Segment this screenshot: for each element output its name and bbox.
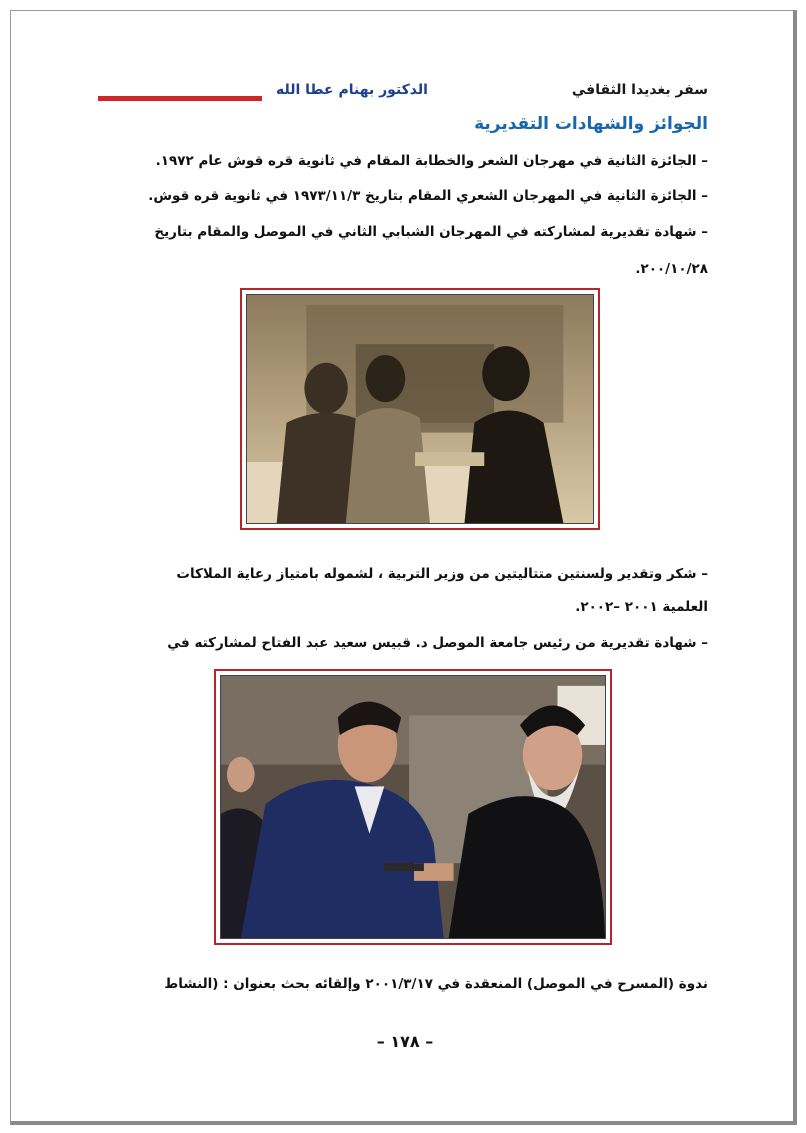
certificate-photo-image bbox=[221, 676, 605, 938]
page-number: – ١٧٨ – bbox=[376, 1032, 434, 1051]
paragraph-award-1: – الجائزة الثانية في مهرجان الشعر والخطابة المقام في ثانوية قره قوش عام ١٩٧٢. bbox=[155, 153, 708, 169]
paragraph-thanks-years: العلمية ٢٠٠١ –٢٠٠٢. bbox=[575, 599, 708, 615]
paragraph-certificate-2: – شهادة تقديرية من رئيس جامعة الموصل د. قبيس سعيد عبد الفتاح لمشاركته في bbox=[167, 635, 708, 651]
book-title: سفر بغديدا الثقافي bbox=[440, 82, 708, 102]
photo-certificate-presentation bbox=[214, 669, 612, 945]
paragraph-award-2: – الجائزة الثانية في المهرجان الشعري المقام بتاريخ ١٩٧٣/١١/٣ في ثانوية قره قوش. bbox=[148, 188, 708, 204]
paragraph-certificate-1: – شهادة تقديرية لمشاركته في المهرجان الشبابي الثاني في الموصل والمقام بتاريخ bbox=[154, 224, 708, 240]
award-photo-image bbox=[247, 295, 593, 523]
paragraph-thanks: – شكر وتقدير ولسنتين متتاليتين من وزير التربية ، لشموله بامتياز رعاية الملاكات bbox=[176, 566, 708, 582]
photo-award-ceremony-1972 bbox=[240, 288, 600, 530]
paragraph-seminar: ندوة (المسرح في الموصل) المنعقدة في ٢٠٠١/٣/١٧ وإلقائه بحث بعنوان : (النشاط bbox=[164, 976, 708, 992]
paragraph-certificate-1-date: ٢٠٠/١٠/٢٨. bbox=[635, 261, 708, 277]
author-name: الدكتور بهنام عطا الله bbox=[262, 82, 442, 102]
section-heading: الجوائز والشهادات التقديرية bbox=[474, 114, 708, 134]
